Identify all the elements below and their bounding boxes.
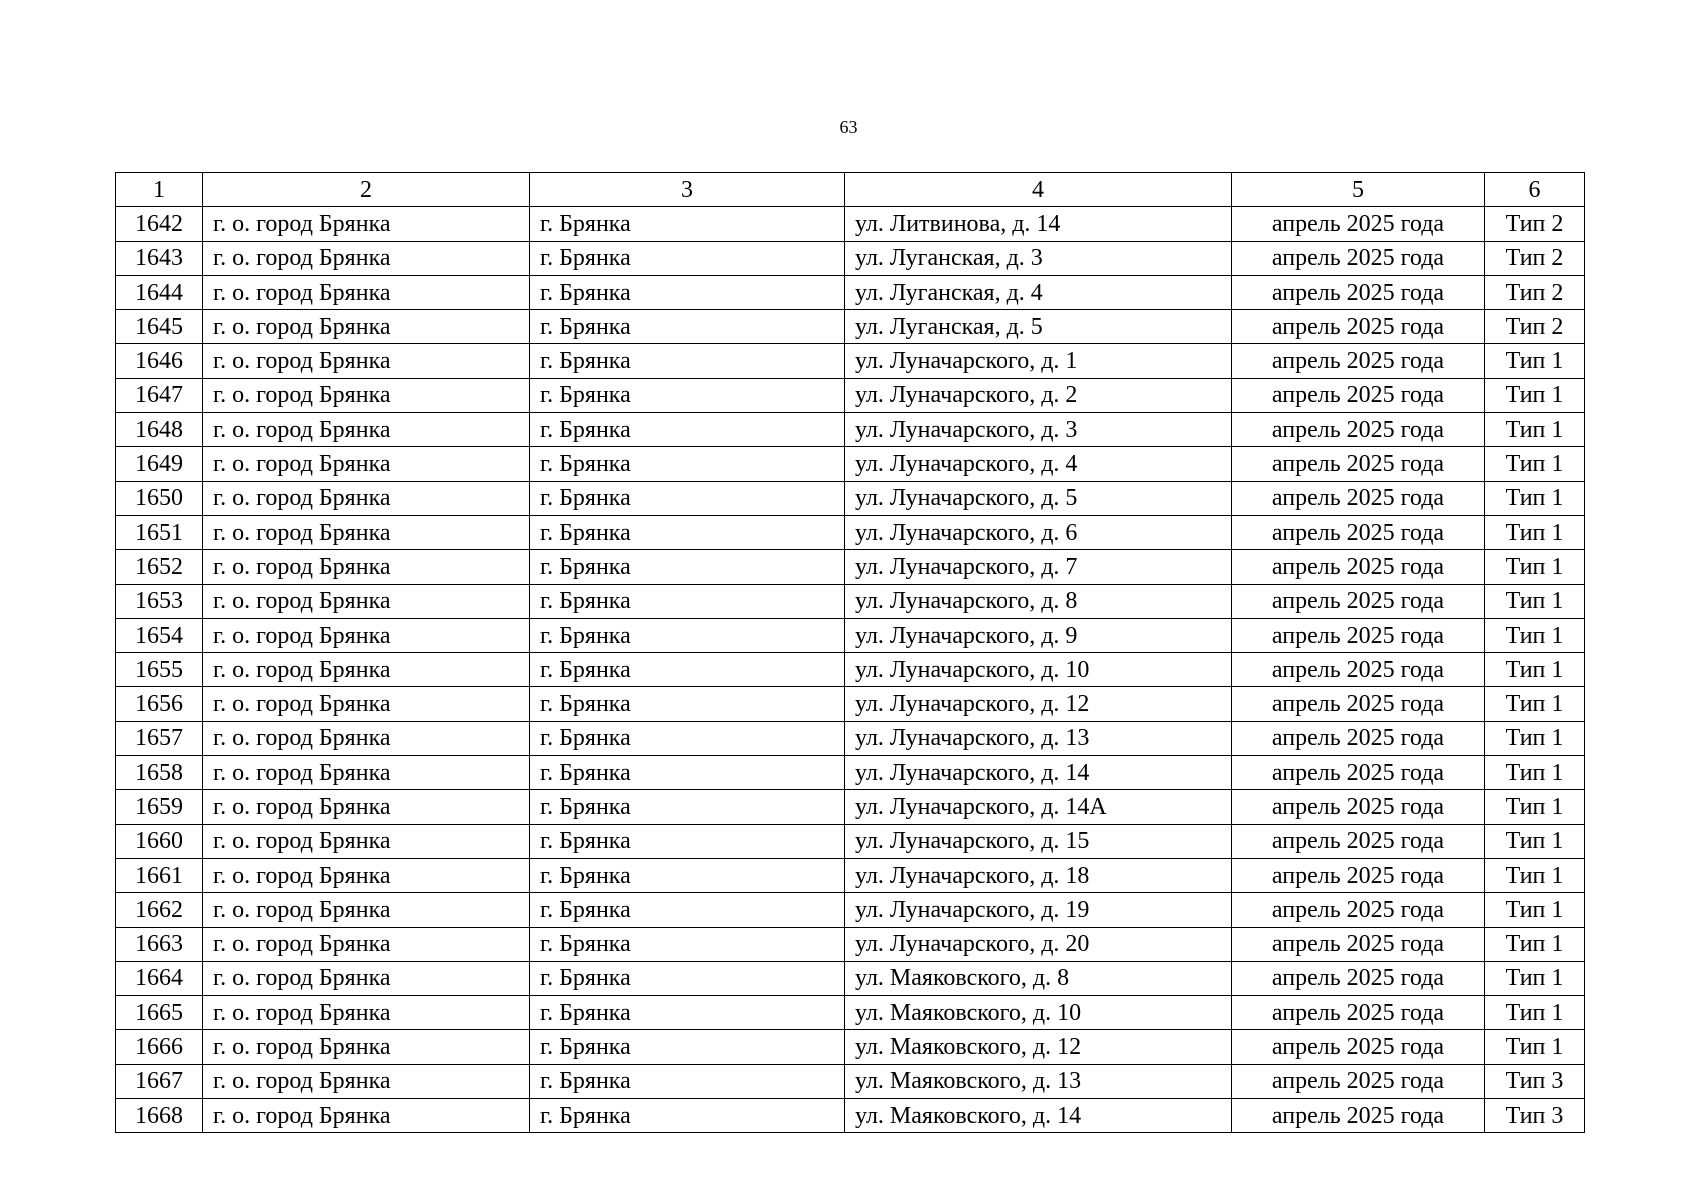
table-row	[116, 344, 1585, 378]
district-cell: г. о. город Брянка	[203, 413, 530, 447]
table-row	[116, 961, 1585, 995]
city-cell: г. Брянка	[530, 790, 845, 824]
address-cell: ул. Луначарского, д. 15	[845, 824, 1232, 858]
date-cell: апрель 2025 года	[1232, 1064, 1485, 1098]
district-cell: г. о. город Брянка	[203, 481, 530, 515]
city-cell: г. Брянка	[530, 207, 845, 241]
type-cell: Тип 1	[1485, 447, 1585, 481]
city-cell: г. Брянка	[530, 413, 845, 447]
table-row	[116, 1064, 1585, 1098]
date-cell: апрель 2025 года	[1232, 618, 1485, 652]
address-cell: ул. Луначарского, д. 8	[845, 584, 1232, 618]
type-cell: Тип 1	[1485, 1030, 1585, 1064]
district-cell: г. о. город Брянка	[203, 687, 530, 721]
table-row	[116, 447, 1585, 481]
address-cell: ул. Луначарского, д. 10	[845, 653, 1232, 687]
address-cell: ул. Луганская, д. 3	[845, 241, 1232, 275]
city-cell: г. Брянка	[530, 1064, 845, 1098]
row-number-cell: 1658	[116, 756, 203, 790]
district-cell: г. о. город Брянка	[203, 241, 530, 275]
row-number-cell: 1651	[116, 515, 203, 549]
date-cell: апрель 2025 года	[1232, 927, 1485, 961]
address-cell: ул. Луганская, д. 4	[845, 275, 1232, 309]
table-row	[116, 687, 1585, 721]
city-cell: г. Брянка	[530, 550, 845, 584]
type-cell: Тип 3	[1485, 1099, 1585, 1133]
type-cell: Тип 1	[1485, 653, 1585, 687]
district-cell: г. о. город Брянка	[203, 344, 530, 378]
district-cell: г. о. город Брянка	[203, 378, 530, 412]
column-header-2: 2	[203, 173, 530, 207]
address-cell: ул. Литвинова, д. 14	[845, 207, 1232, 241]
date-cell: апрель 2025 года	[1232, 550, 1485, 584]
address-cell: ул. Маяковского, д. 14	[845, 1099, 1232, 1133]
table-row	[116, 721, 1585, 755]
date-cell: апрель 2025 года	[1232, 241, 1485, 275]
column-header-3: 3	[530, 173, 845, 207]
district-cell: г. о. город Брянка	[203, 858, 530, 892]
date-cell: апрель 2025 года	[1232, 447, 1485, 481]
district-cell: г. о. город Брянка	[203, 927, 530, 961]
address-cell: ул. Маяковского, д. 13	[845, 1064, 1232, 1098]
date-cell: апрель 2025 года	[1232, 1099, 1485, 1133]
city-cell: г. Брянка	[530, 515, 845, 549]
type-cell: Тип 1	[1485, 481, 1585, 515]
address-cell: ул. Луначарского, д. 19	[845, 893, 1232, 927]
date-cell: апрель 2025 года	[1232, 653, 1485, 687]
address-cell: ул. Луначарского, д. 5	[845, 481, 1232, 515]
date-cell: апрель 2025 года	[1232, 687, 1485, 721]
table-row	[116, 618, 1585, 652]
type-cell: Тип 1	[1485, 996, 1585, 1030]
row-number-cell: 1642	[116, 207, 203, 241]
city-cell: г. Брянка	[530, 447, 845, 481]
type-cell: Тип 1	[1485, 893, 1585, 927]
type-cell: Тип 1	[1485, 721, 1585, 755]
row-number-cell: 1650	[116, 481, 203, 515]
address-cell: ул. Луганская, д. 5	[845, 310, 1232, 344]
district-cell: г. о. город Брянка	[203, 756, 530, 790]
row-number-cell: 1662	[116, 893, 203, 927]
row-number-cell: 1656	[116, 687, 203, 721]
address-cell: ул. Маяковского, д. 12	[845, 1030, 1232, 1064]
row-number-cell: 1645	[116, 310, 203, 344]
district-cell: г. о. город Брянка	[203, 790, 530, 824]
city-cell: г. Брянка	[530, 1099, 845, 1133]
city-cell: г. Брянка	[530, 275, 845, 309]
type-cell: Тип 1	[1485, 344, 1585, 378]
table-row	[116, 241, 1585, 275]
column-header-6: 6	[1485, 173, 1585, 207]
table-row	[116, 1099, 1585, 1133]
row-number-cell: 1655	[116, 653, 203, 687]
address-cell: ул. Луначарского, д. 9	[845, 618, 1232, 652]
city-cell: г. Брянка	[530, 618, 845, 652]
row-number-cell: 1653	[116, 584, 203, 618]
table-row	[116, 378, 1585, 412]
date-cell: апрель 2025 года	[1232, 721, 1485, 755]
address-cell: ул. Луначарского, д. 3	[845, 413, 1232, 447]
type-cell: Тип 1	[1485, 756, 1585, 790]
city-cell: г. Брянка	[530, 241, 845, 275]
district-cell: г. о. город Брянка	[203, 1064, 530, 1098]
district-cell: г. о. город Брянка	[203, 618, 530, 652]
city-cell: г. Брянка	[530, 687, 845, 721]
city-cell: г. Брянка	[530, 961, 845, 995]
type-cell: Тип 1	[1485, 413, 1585, 447]
type-cell: Тип 1	[1485, 618, 1585, 652]
table-header	[116, 173, 1585, 207]
date-cell: апрель 2025 года	[1232, 344, 1485, 378]
row-number-cell: 1652	[116, 550, 203, 584]
date-cell: апрель 2025 года	[1232, 515, 1485, 549]
table-body	[116, 207, 1585, 1133]
city-cell: г. Брянка	[530, 378, 845, 412]
row-number-cell: 1648	[116, 413, 203, 447]
row-number-cell: 1649	[116, 447, 203, 481]
table-row	[116, 1030, 1585, 1064]
district-cell: г. о. город Брянка	[203, 310, 530, 344]
table-row	[116, 756, 1585, 790]
table-row	[116, 653, 1585, 687]
address-cell: ул. Луначарского, д. 14А	[845, 790, 1232, 824]
date-cell: апрель 2025 года	[1232, 893, 1485, 927]
address-cell: ул. Луначарского, д. 18	[845, 858, 1232, 892]
type-cell: Тип 1	[1485, 858, 1585, 892]
date-cell: апрель 2025 года	[1232, 207, 1485, 241]
row-number-cell: 1663	[116, 927, 203, 961]
date-cell: апрель 2025 года	[1232, 310, 1485, 344]
address-cell: ул. Луначарского, д. 1	[845, 344, 1232, 378]
type-cell: Тип 1	[1485, 378, 1585, 412]
row-number-cell: 1657	[116, 721, 203, 755]
date-cell: апрель 2025 года	[1232, 996, 1485, 1030]
city-cell: г. Брянка	[530, 927, 845, 961]
city-cell: г. Брянка	[530, 756, 845, 790]
type-cell: Тип 1	[1485, 687, 1585, 721]
district-cell: г. о. город Брянка	[203, 1099, 530, 1133]
district-cell: г. о. город Брянка	[203, 515, 530, 549]
district-cell: г. о. город Брянка	[203, 447, 530, 481]
city-cell: г. Брянка	[530, 344, 845, 378]
row-number-cell: 1665	[116, 996, 203, 1030]
row-number-cell: 1644	[116, 275, 203, 309]
header-row	[116, 173, 1585, 207]
city-cell: г. Брянка	[530, 310, 845, 344]
table-row	[116, 481, 1585, 515]
city-cell: г. Брянка	[530, 481, 845, 515]
row-number-cell: 1654	[116, 618, 203, 652]
type-cell: Тип 2	[1485, 310, 1585, 344]
table-row	[116, 996, 1585, 1030]
type-cell: Тип 1	[1485, 515, 1585, 549]
table-row	[116, 927, 1585, 961]
column-header-5: 5	[1232, 173, 1485, 207]
row-number-cell: 1667	[116, 1064, 203, 1098]
district-cell: г. о. город Брянка	[203, 1030, 530, 1064]
table-row	[116, 893, 1585, 927]
district-cell: г. о. город Брянка	[203, 550, 530, 584]
date-cell: апрель 2025 года	[1232, 1030, 1485, 1064]
city-cell: г. Брянка	[530, 858, 845, 892]
city-cell: г. Брянка	[530, 721, 845, 755]
address-cell: ул. Луначарского, д. 14	[845, 756, 1232, 790]
address-cell: ул. Луначарского, д. 2	[845, 378, 1232, 412]
row-number-cell: 1643	[116, 241, 203, 275]
type-cell: Тип 2	[1485, 207, 1585, 241]
row-number-cell: 1664	[116, 961, 203, 995]
date-cell: апрель 2025 года	[1232, 756, 1485, 790]
type-cell: Тип 2	[1485, 241, 1585, 275]
address-cell: ул. Маяковского, д. 8	[845, 961, 1232, 995]
date-cell: апрель 2025 года	[1232, 961, 1485, 995]
register-table	[115, 172, 1585, 1133]
row-number-cell: 1659	[116, 790, 203, 824]
address-cell: ул. Луначарского, д. 12	[845, 687, 1232, 721]
date-cell: апрель 2025 года	[1232, 824, 1485, 858]
district-cell: г. о. город Брянка	[203, 275, 530, 309]
district-cell: г. о. город Брянка	[203, 996, 530, 1030]
table-row	[116, 515, 1585, 549]
column-header-4: 4	[845, 173, 1232, 207]
type-cell: Тип 3	[1485, 1064, 1585, 1098]
date-cell: апрель 2025 года	[1232, 413, 1485, 447]
district-cell: г. о. город Брянка	[203, 207, 530, 241]
table-row	[116, 413, 1585, 447]
type-cell: Тип 1	[1485, 927, 1585, 961]
date-cell: апрель 2025 года	[1232, 858, 1485, 892]
table-row	[116, 310, 1585, 344]
row-number-cell: 1666	[116, 1030, 203, 1064]
row-number-cell: 1668	[116, 1099, 203, 1133]
city-cell: г. Брянка	[530, 1030, 845, 1064]
row-number-cell: 1647	[116, 378, 203, 412]
type-cell: Тип 1	[1485, 824, 1585, 858]
table-row	[116, 207, 1585, 241]
district-cell: г. о. город Брянка	[203, 824, 530, 858]
address-cell: ул. Луначарского, д. 4	[845, 447, 1232, 481]
district-cell: г. о. город Брянка	[203, 653, 530, 687]
column-header-1: 1	[116, 173, 203, 207]
type-cell: Тип 1	[1485, 961, 1585, 995]
type-cell: Тип 1	[1485, 550, 1585, 584]
table-row	[116, 790, 1585, 824]
address-cell: ул. Луначарского, д. 13	[845, 721, 1232, 755]
district-cell: г. о. город Брянка	[203, 721, 530, 755]
table-row	[116, 824, 1585, 858]
address-cell: ул. Луначарского, д. 20	[845, 927, 1232, 961]
table-row	[116, 584, 1585, 618]
date-cell: апрель 2025 года	[1232, 790, 1485, 824]
city-cell: г. Брянка	[530, 653, 845, 687]
address-cell: ул. Луначарского, д. 7	[845, 550, 1232, 584]
district-cell: г. о. город Брянка	[203, 893, 530, 927]
row-number-cell: 1646	[116, 344, 203, 378]
date-cell: апрель 2025 года	[1232, 584, 1485, 618]
district-cell: г. о. город Брянка	[203, 961, 530, 995]
city-cell: г. Брянка	[530, 893, 845, 927]
type-cell: Тип 1	[1485, 790, 1585, 824]
date-cell: апрель 2025 года	[1232, 481, 1485, 515]
table-row	[116, 550, 1585, 584]
city-cell: г. Брянка	[530, 996, 845, 1030]
row-number-cell: 1661	[116, 858, 203, 892]
table-row	[116, 275, 1585, 309]
page-number: 63	[839, 117, 858, 137]
table-row	[116, 858, 1585, 892]
date-cell: апрель 2025 года	[1232, 275, 1485, 309]
district-cell: г. о. город Брянка	[203, 584, 530, 618]
city-cell: г. Брянка	[530, 824, 845, 858]
row-number-cell: 1660	[116, 824, 203, 858]
type-cell: Тип 1	[1485, 584, 1585, 618]
date-cell: апрель 2025 года	[1232, 378, 1485, 412]
city-cell: г. Брянка	[530, 584, 845, 618]
address-cell: ул. Луначарского, д. 6	[845, 515, 1232, 549]
address-cell: ул. Маяковского, д. 10	[845, 996, 1232, 1030]
type-cell: Тип 2	[1485, 275, 1585, 309]
